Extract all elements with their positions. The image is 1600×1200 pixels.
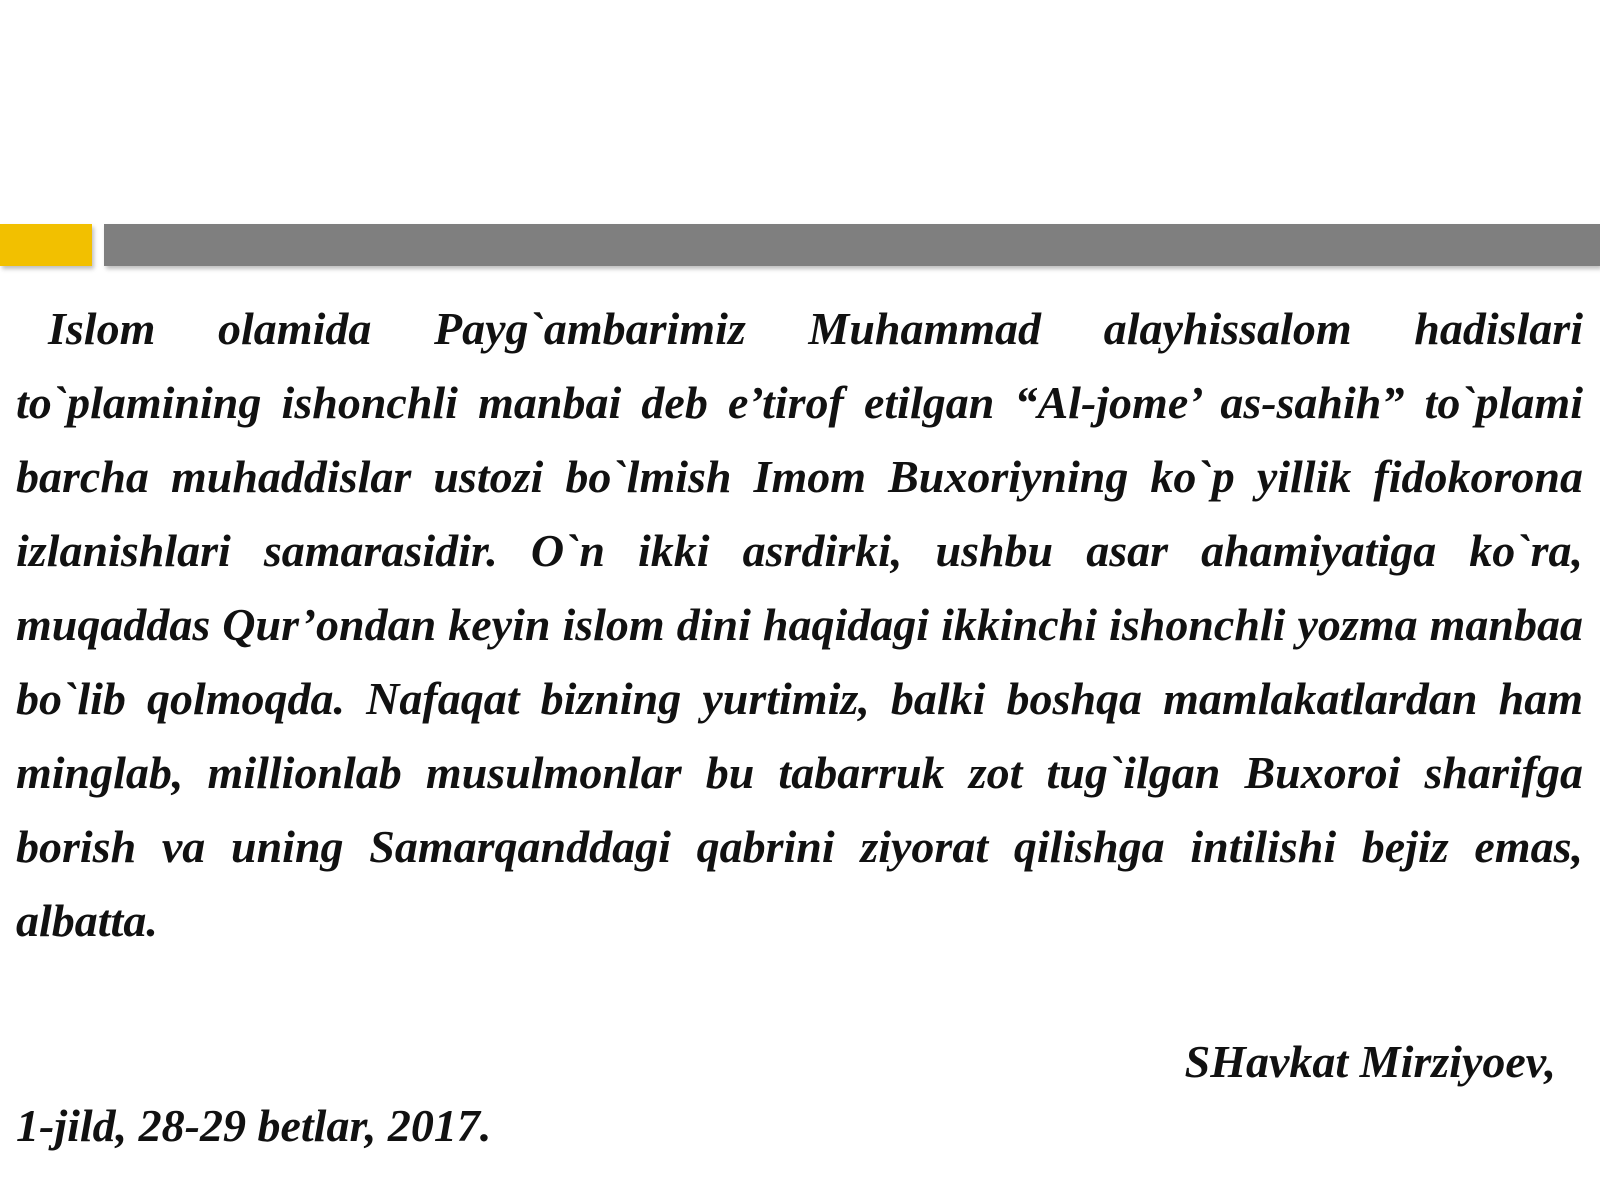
quote-citation: 1-jild, 28-29 betlar, 2017. (16, 1100, 492, 1151)
quote-body: Islom olamida Payg`ambarimiz Muhammad alayhissalom hadislari to`plamining ishonchli manbai deb e’tirof etilgan “Al-jome’ as-sahih” to`plami barcha muhaddislar ustozi bo`lmish Imom Buxoriyning ko`p yillik fidokorona izlanishlari samarasidir. O`n ikki asrdirki, ushbu asar ahamiyatiga ko`ra, muqaddas Qur’ondan keyin islom dini haqidagi ikkinchi ishonchli yozma manbaa bo`lib qolmoqda. Nafaqat bizning yurtimiz, balki boshqa mamlakatlardan ham minglab, millionlab musulmonlar bu tabarruk zot tug`ilgan Buxoroi sharifga borish va uning Samarqanddagi qabrini ziyorat qilishga intilishi bejiz emas, albatta. (16, 303, 1583, 946)
header-bar (104, 224, 1600, 266)
quote-author: SHavkat Mirziyoev, (1184, 1036, 1556, 1087)
accent-block (0, 224, 92, 266)
